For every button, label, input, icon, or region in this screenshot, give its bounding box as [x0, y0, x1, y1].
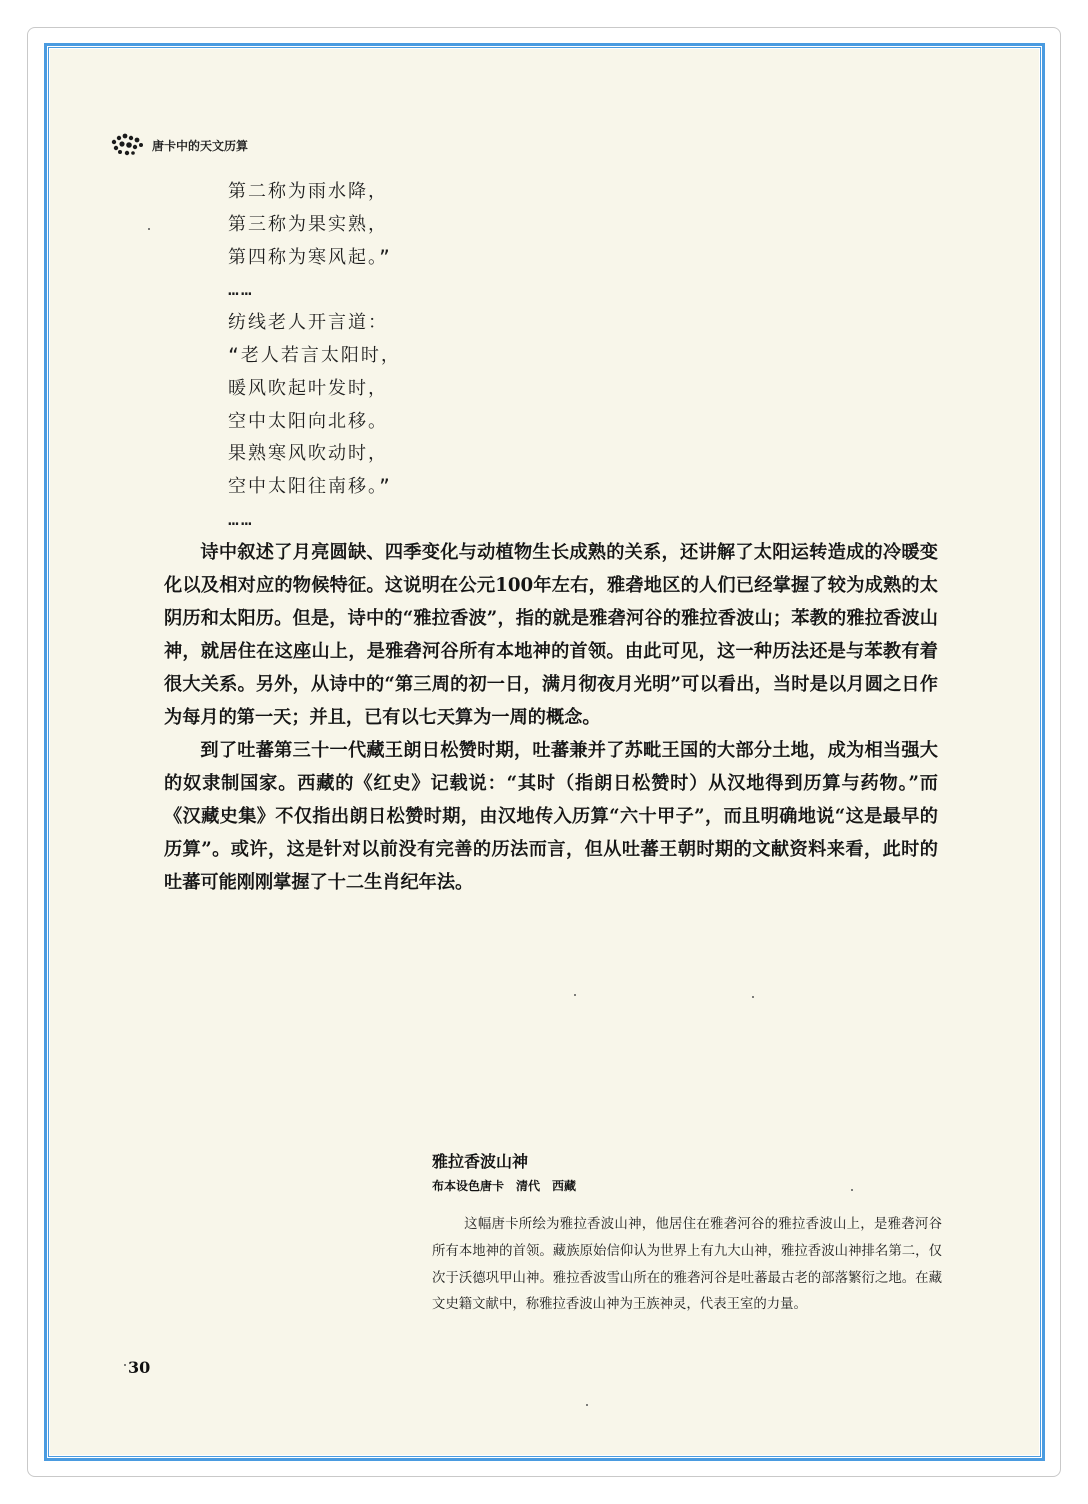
caption-subtitle: 布本设色唐卡 清代 西藏	[432, 1179, 577, 1193]
ornament-dots-icon	[110, 132, 144, 158]
poem-line: 暖风吹起叶发时，	[228, 377, 388, 399]
poem-line: 纺线老人开言道：	[228, 312, 388, 334]
poem-ellipsis: ……	[228, 279, 254, 301]
paper-speck	[148, 228, 150, 230]
figure-caption	[432, 1150, 942, 1319]
poem-line: 第二称为雨水降，	[228, 181, 388, 202]
paper-speck	[752, 996, 754, 998]
paper-speck	[574, 994, 576, 996]
poem-line: 第四称为寒风起。”	[228, 246, 392, 268]
poem-ellipsis: ……	[228, 508, 254, 530]
paper-speck	[586, 1404, 588, 1406]
body-paragraph: 诗中叙述了月亮圆缺、四季变化与动植物生长成熟的关系，还讲解了太阳运转造成的冷暖变化以及相对应的物候特征。这说明在公元100年左右，雅砻地区的人们已经掌握了较为成熟的太阴历和太阳历。但是，诗中的“雅拉香波”，指的就是雅砻河谷的雅拉香波山；苯教的雅拉香波山神，就居住在这座山上，是雅砻河谷所有本地神的首领。由此可见，这一种历法还是与苯教有着很大关系。另外，从诗中的“第三周的初一日，满月彻夜月光明”可以看出，当时是以月圆之日作为每月的第一天；并且，已有以七天算为一周的概念。	[164, 542, 938, 728]
caption-description: 这幅唐卡所绘为雅拉香波山神，他居住在雅砻河谷的雅拉香波山上，是雅砻河谷所有本地神的首领。藏族原始信仰认为世界上有九大山神，雅拉香波山神排名第二，仅次于沃德巩甲山神。雅拉香波雪山所在的雅砻河谷是吐蕃最古老的部落繁衍之地。在藏文史籍文献中，称雅拉香波山神为王族神灵，代表王室的力量。	[432, 1217, 942, 1313]
body-text	[164, 536, 938, 899]
paper-speck	[124, 1364, 126, 1366]
page-number: 30	[128, 1358, 151, 1377]
poem-line: “老人若言太阳时，	[228, 344, 401, 366]
poem-line: 空中太阳往南移。”	[228, 476, 392, 498]
running-header-title: 唐卡中的天文历算	[152, 138, 249, 153]
running-header	[110, 132, 248, 158]
caption-title: 雅拉香波山神	[432, 1152, 529, 1171]
body-paragraph: 到了吐蕃第三十一代藏王朗日松赞时期，吐蕃兼并了苏毗王国的大部分土地，成为相当强大的奴隶制国家。西藏的《红史》记载说：“其时（指朗日松赞时）从汉地得到历算与药物。”而《汉藏史集》不仅指出朗日松赞时期，由汉地传入历算“六十甲子”，而且明确地说“这是最早的历算”。或许，这是针对以前没有完善的历法而言，但从吐蕃王朝时期的文献资料来看，此时的吐蕃可能刚刚掌握了十二生肖纪年法。	[164, 740, 938, 893]
poem-line: 第三称为果实熟，	[228, 213, 388, 235]
poem-line: 空中太阳向北移。	[228, 410, 388, 432]
poem-line: 果熟寒风吹动时，	[228, 443, 388, 465]
poem-block	[228, 176, 628, 537]
paper-speck	[851, 1189, 853, 1191]
